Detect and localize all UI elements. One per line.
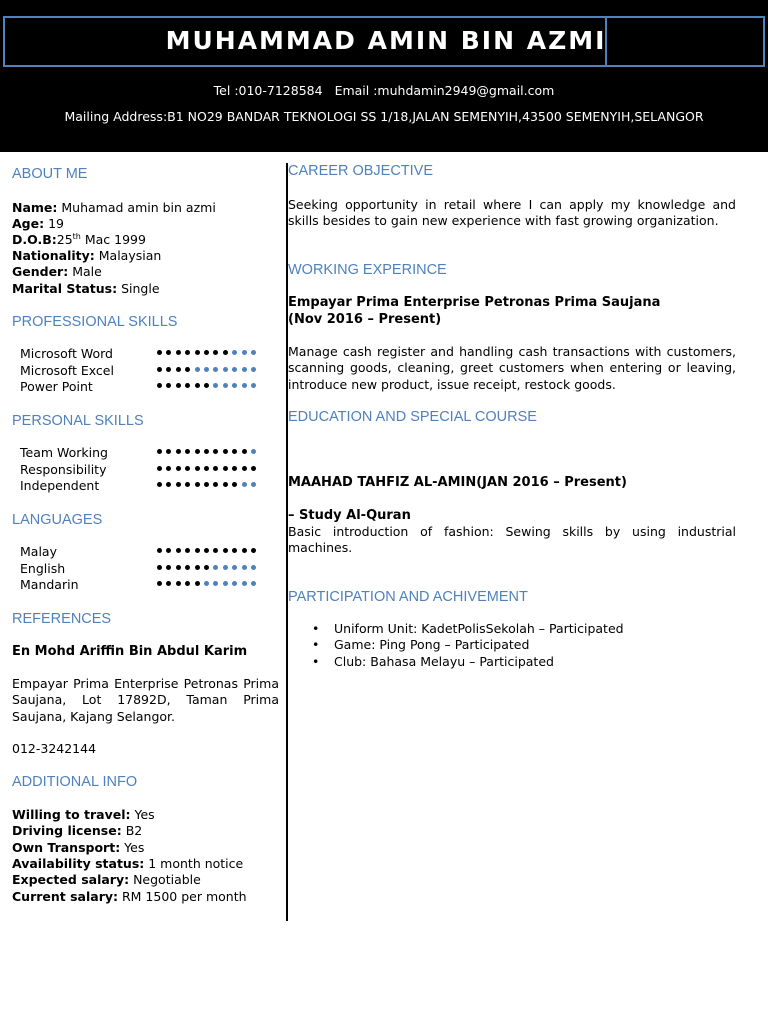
skill-rating — [157, 383, 256, 388]
references-heading: REFERENCES — [12, 611, 112, 627]
skill-label: Responsibility — [20, 461, 107, 477]
about-name: Name: Muhamad amin bin azmi — [12, 200, 216, 215]
rating-dot-empty — [242, 565, 247, 570]
education-course: – Study Al-Quran — [288, 508, 411, 523]
rating-dot-filled — [223, 466, 228, 471]
rating-dot-filled — [204, 383, 209, 388]
rating-dot-filled — [213, 482, 218, 487]
skill-rating — [157, 367, 256, 372]
rating-dot-empty — [251, 581, 256, 586]
rating-dot-empty — [232, 581, 237, 586]
rating-dot-empty — [223, 367, 228, 372]
rating-dot-filled — [223, 449, 228, 454]
about-heading: ABOUT ME — [12, 166, 88, 182]
rating-dot-filled — [204, 350, 209, 355]
rating-dot-filled — [195, 482, 200, 487]
rating-dot-filled — [176, 548, 181, 553]
participation-list — [312, 621, 624, 670]
rating-dot-empty — [242, 350, 247, 355]
rating-dot-filled — [232, 482, 237, 487]
skill-label: Independent — [20, 478, 100, 493]
rating-dot-filled — [242, 466, 247, 471]
rating-dot-empty — [204, 367, 209, 372]
rating-dot-filled — [157, 565, 162, 570]
rating-dot-filled — [176, 383, 181, 388]
rating-dot-filled — [204, 466, 209, 471]
rating-dot-filled — [157, 482, 162, 487]
rating-dot-filled — [166, 449, 171, 454]
additional-info-item: Own Transport: Yes — [12, 839, 145, 855]
rating-dot-filled — [176, 449, 181, 454]
rating-dot-filled — [166, 581, 171, 586]
rating-dot-empty — [242, 482, 247, 487]
rating-dot-empty — [213, 383, 218, 388]
rating-dot-empty — [204, 581, 209, 586]
rating-dot-filled — [195, 350, 200, 355]
rating-dot-empty — [213, 581, 218, 586]
rating-dot-filled — [251, 548, 256, 553]
rating-dot-filled — [157, 350, 162, 355]
skill-label: English — [20, 560, 66, 576]
rating-dot-filled — [166, 482, 171, 487]
rating-dot-filled — [223, 350, 228, 355]
education-school: MAAHAD TAHFIZ AL-AMIN(JAN 2016 – Present) — [288, 475, 627, 490]
work-heading: WORKING EXPERINCE — [288, 262, 447, 278]
reference-person: En Mohd Ariffin Bin Abdul Karim — [12, 644, 248, 659]
participation-item: • Game: Ping Pong – Participated — [312, 637, 624, 653]
education-description: Basic introduction of fashion: Sewing skills by using industrial machines. — [288, 524, 736, 556]
career-text: Seeking opportunity in retail where I can apply my knowledge and skills besides to gain new experience with fast growing organization. — [288, 197, 736, 229]
skill-row — [20, 561, 275, 578]
email-address: Email :muhdamin2949@gmail.com — [334, 83, 555, 98]
rating-dot-filled — [157, 466, 162, 471]
skill-label: Malay — [20, 544, 57, 559]
rating-dot-filled — [185, 449, 190, 454]
reference-address: Empayar Prima Enterprise Petronas Prima Saujana, Lot 17892D, Taman Prima Saujana, Kajang Selangor. — [12, 676, 279, 724]
rating-dot-filled — [157, 548, 162, 553]
rating-dot-filled — [176, 482, 181, 487]
education-heading: EDUCATION AND SPECIAL COURSE — [288, 409, 537, 425]
rating-dot-empty — [195, 367, 200, 372]
rating-dot-filled — [185, 482, 190, 487]
skill-row — [20, 577, 275, 594]
rating-dot-filled — [166, 383, 171, 388]
rating-dot-empty — [251, 350, 256, 355]
rating-dot-filled — [185, 565, 190, 570]
skill-row — [20, 379, 275, 396]
skill-label: Microsoft Word — [20, 346, 113, 361]
participation-item: • Uniform Unit: KadetPolisSekolah – Participated — [312, 621, 624, 637]
rating-dot-filled — [232, 449, 237, 454]
rating-dot-empty — [232, 367, 237, 372]
rating-dot-filled — [185, 581, 190, 586]
rating-dot-filled — [213, 466, 218, 471]
rating-dot-filled — [157, 449, 162, 454]
skill-rating — [157, 482, 256, 487]
rating-dot-empty — [232, 383, 237, 388]
skill-rating — [157, 565, 256, 570]
skill-row — [20, 346, 275, 363]
skill-row — [20, 363, 275, 380]
rating-dot-filled — [204, 482, 209, 487]
rating-dot-filled — [195, 581, 200, 586]
participation-heading: PARTICIPATION AND ACHIVEMENT — [288, 589, 528, 605]
rating-dot-filled — [166, 466, 171, 471]
rating-dot-filled — [204, 565, 209, 570]
rating-dot-filled — [195, 466, 200, 471]
rating-dot-empty — [251, 565, 256, 570]
rating-dot-empty — [251, 482, 256, 487]
rating-dot-filled — [204, 449, 209, 454]
rating-dot-empty — [223, 565, 228, 570]
rating-dot-filled — [185, 466, 190, 471]
phone-number: Tel :010-7128584 — [213, 83, 323, 98]
rating-dot-filled — [176, 350, 181, 355]
about-gender: Gender: Male — [12, 264, 102, 279]
about-dob: D.O.B:25th Mac 1999 — [12, 232, 146, 248]
rating-dot-filled — [251, 466, 256, 471]
rating-dot-filled — [213, 449, 218, 454]
rating-dot-empty — [232, 565, 237, 570]
skill-label: Team Working — [20, 445, 108, 460]
additional-info-item: Current salary: RM 1500 per month — [12, 888, 247, 904]
skill-rating — [157, 466, 256, 471]
about-marital: Marital Status: Single — [12, 281, 160, 296]
work-period: (Nov 2016 – Present) — [288, 312, 442, 327]
rating-dot-empty — [223, 383, 228, 388]
rating-dot-empty — [251, 367, 256, 372]
rating-dot-filled — [232, 466, 237, 471]
rating-dot-filled — [185, 367, 190, 372]
rating-dot-filled — [213, 548, 218, 553]
skill-rating — [157, 548, 256, 553]
rating-dot-filled — [232, 548, 237, 553]
contact-line — [0, 83, 768, 98]
professional-skills-heading: PROFESSIONAL SKILLS — [12, 314, 178, 330]
rating-dot-empty — [232, 350, 237, 355]
career-heading: CAREER OBJECTIVE — [288, 163, 434, 179]
skill-rating — [157, 449, 256, 454]
reference-phone: 012-3242144 — [12, 741, 97, 756]
additional-info-item: Expected salary: Negotiable — [12, 872, 201, 888]
rating-dot-filled — [195, 565, 200, 570]
rating-dot-filled — [242, 449, 247, 454]
rating-dot-filled — [185, 548, 190, 553]
additional-info-item: Driving license: B2 — [12, 823, 143, 839]
additional-info-item: Willing to travel: Yes — [12, 807, 155, 822]
rating-dot-empty — [242, 581, 247, 586]
additional-info-item: Availability status: 1 month notice — [12, 855, 244, 871]
rating-dot-filled — [176, 581, 181, 586]
rating-dot-filled — [195, 383, 200, 388]
rating-dot-filled — [166, 367, 171, 372]
rating-dot-filled — [195, 449, 200, 454]
rating-dot-filled — [242, 548, 247, 553]
participation-item: • Club: Bahasa Melayu – Participated — [312, 654, 624, 670]
rating-dot-filled — [157, 367, 162, 372]
rating-dot-empty — [213, 565, 218, 570]
rating-dot-filled — [176, 367, 181, 372]
personal-skills-heading: PERSONAL SKILLS — [12, 413, 144, 429]
resume-header — [0, 0, 768, 152]
rating-dot-filled — [166, 548, 171, 553]
work-company: Empayar Prima Enterprise Petronas Prima Saujana — [288, 295, 661, 310]
rating-dot-empty — [251, 383, 256, 388]
rating-dot-filled — [185, 350, 190, 355]
skill-row — [20, 478, 275, 495]
rating-dot-filled — [176, 565, 181, 570]
rating-dot-filled — [223, 482, 228, 487]
about-age: Age: 19 — [12, 216, 64, 231]
rating-dot-filled — [213, 350, 218, 355]
rating-dot-filled — [223, 548, 228, 553]
languages-heading: LANGUAGES — [12, 512, 103, 528]
rating-dot-empty — [213, 367, 218, 372]
skill-row — [20, 544, 275, 561]
rating-dot-empty — [242, 367, 247, 372]
name-frame — [3, 16, 765, 67]
work-description: Manage cash register and handling cash transactions with customers, scanning goods, cleaning, greet customers when entering or leaving, introduce new product, issue receipt, restock goods. — [288, 344, 736, 392]
rating-dot-empty — [223, 581, 228, 586]
rating-dot-empty — [251, 449, 256, 454]
rating-dot-filled — [176, 466, 181, 471]
mailing-address: Mailing Address:B1 NO29 BANDAR TEKNOLOGI SS 1/18,JALAN SEMENYIH,43500 SEMENYIH,SELANGOR — [64, 109, 704, 124]
rating-dot-empty — [242, 383, 247, 388]
additional-info-heading: ADDITIONAL INFO — [12, 774, 138, 790]
skill-rating — [157, 350, 256, 355]
skill-row — [20, 445, 275, 462]
rating-dot-filled — [157, 383, 162, 388]
skill-rating — [157, 581, 256, 586]
rating-dot-filled — [157, 581, 162, 586]
skill-label: Microsoft Excel — [20, 362, 114, 378]
candidate-name: MUHAMMAD AMIN BIN AZMI — [165, 26, 607, 55]
rating-dot-filled — [195, 548, 200, 553]
about-nationality: Nationality: Malaysian — [12, 248, 162, 263]
rating-dot-filled — [166, 565, 171, 570]
skill-label: Mandarin — [20, 577, 79, 592]
rating-dot-filled — [204, 548, 209, 553]
rating-dot-filled — [185, 383, 190, 388]
skill-label: Power Point — [20, 379, 93, 394]
rating-dot-filled — [166, 350, 171, 355]
skill-row — [20, 462, 275, 479]
